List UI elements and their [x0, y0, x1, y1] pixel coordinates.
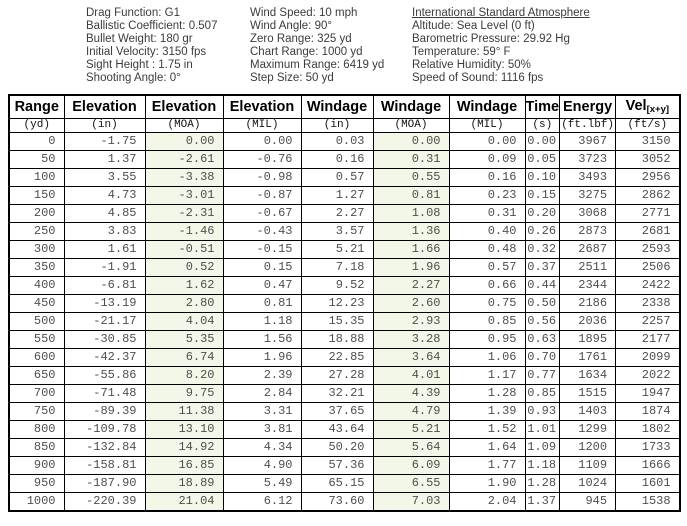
cell-range: 200 [9, 205, 64, 223]
table-row [9, 295, 680, 313]
cell-elevation-in: -132.84 [64, 439, 145, 457]
table-row [9, 187, 680, 205]
table-units-row [9, 119, 680, 133]
table-row [9, 421, 680, 439]
cell-elevation-in: -1.91 [64, 259, 145, 277]
cell-range: 800 [9, 421, 64, 439]
cell-energy: 2687 [560, 241, 616, 259]
cell-elevation-in: -187.90 [64, 475, 145, 493]
cell-elevation-mil: -0.76 [223, 151, 301, 169]
cell-velocity: 1947 [616, 385, 680, 403]
cell-elevation-mil: 1.96 [223, 349, 301, 367]
atmosphere-parameters [412, 7, 590, 85]
cell-elevation-in: -42.37 [64, 349, 145, 367]
table-row [9, 313, 680, 331]
cell-elevation-in: 1.37 [64, 151, 145, 169]
cell-velocity: 1733 [616, 439, 680, 457]
cell-elevation-mil: -0.15 [223, 241, 301, 259]
cell-velocity: 1802 [616, 421, 680, 439]
cell-velocity: 2862 [616, 187, 680, 205]
info-line: Sight Height : 1.75 in [86, 59, 193, 71]
cell-elevation-mil: 2.39 [223, 367, 301, 385]
cell-elevation-mil: 5.49 [223, 475, 301, 493]
cell-windage-moa: 1.36 [373, 223, 449, 241]
cell-windage-in: 9.52 [301, 277, 373, 295]
cell-elevation-moa: 18.89 [145, 475, 223, 493]
cell-elevation-in: -30.85 [64, 331, 145, 349]
cell-elevation-in: -21.17 [64, 313, 145, 331]
cell-elevation-in: -220.39 [64, 493, 145, 512]
cell-energy: 1634 [560, 367, 616, 385]
info-line: Relative Humidity: 50% [412, 59, 531, 71]
column-header-energy: Energy [560, 95, 616, 119]
cell-windage-in: 5.21 [301, 241, 373, 259]
column-header-elevation-moa: Elevation [145, 95, 223, 119]
cell-elevation-moa: -1.46 [145, 223, 223, 241]
cell-windage-in: 50.20 [301, 439, 373, 457]
column-unit-elevation-moa: (MOA) [145, 119, 223, 133]
cell-energy: 2873 [560, 223, 616, 241]
cell-elevation-in: 4.73 [64, 187, 145, 205]
cell-elevation-mil: 3.31 [223, 403, 301, 421]
info-line: Barometric Pressure: 29.92 Hg [412, 33, 570, 45]
wind-parameters [250, 7, 412, 85]
info-line: Initial Velocity: 3150 fps [86, 46, 207, 58]
cell-time: 0.32 [525, 241, 560, 259]
cell-elevation-moa: 0.52 [145, 259, 223, 277]
cell-windage-in: 57.36 [301, 457, 373, 475]
column-unit-elevation-mil: (MIL) [223, 119, 301, 133]
cell-time: 1.18 [525, 457, 560, 475]
cell-elevation-mil: 0.00 [223, 133, 301, 151]
cell-time: 0.00 [525, 133, 560, 151]
cell-range: 550 [9, 331, 64, 349]
column-header-time: Time [525, 95, 560, 119]
cell-elevation-moa: 11.38 [145, 403, 223, 421]
cell-elevation-mil: 4.34 [223, 439, 301, 457]
cell-windage-moa: 6.55 [373, 475, 449, 493]
cell-windage-mil: 0.23 [449, 187, 525, 205]
column-unit-velocity: (ft/s) [616, 119, 680, 133]
column-unit-windage-mil: (MIL) [449, 119, 525, 133]
cell-time: 0.50 [525, 295, 560, 313]
cell-elevation-moa: 9.75 [145, 385, 223, 403]
cell-range: 600 [9, 349, 64, 367]
cell-windage-mil: 0.57 [449, 259, 525, 277]
cell-windage-moa: 0.81 [373, 187, 449, 205]
cell-time: 0.56 [525, 313, 560, 331]
cell-elevation-in: -13.19 [64, 295, 145, 313]
table-row [9, 331, 680, 349]
cell-windage-mil: 1.52 [449, 421, 525, 439]
cell-velocity: 2956 [616, 169, 680, 187]
info-line: Drag Function: G1 [86, 7, 180, 19]
cell-elevation-moa: -3.38 [145, 169, 223, 187]
cell-time: 0.44 [525, 277, 560, 295]
cell-windage-mil: 1.28 [449, 385, 525, 403]
cell-windage-moa: 3.28 [373, 331, 449, 349]
cell-windage-moa: 4.01 [373, 367, 449, 385]
cell-elevation-moa: 8.20 [145, 367, 223, 385]
cell-elevation-mil: -0.98 [223, 169, 301, 187]
cell-time: 1.37 [525, 493, 560, 512]
info-line: Zero Range: 325 yd [250, 33, 352, 45]
cell-elevation-in: -158.81 [64, 457, 145, 475]
cell-energy: 3967 [560, 133, 616, 151]
cell-range: 900 [9, 457, 64, 475]
cell-windage-in: 1.27 [301, 187, 373, 205]
atmosphere-lines [412, 20, 590, 85]
cell-elevation-mil: 1.56 [223, 331, 301, 349]
cell-time: 1.28 [525, 475, 560, 493]
cell-windage-mil: 0.40 [449, 223, 525, 241]
cell-windage-moa: 2.93 [373, 313, 449, 331]
cell-energy: 1515 [560, 385, 616, 403]
cell-range: 500 [9, 313, 64, 331]
cell-range: 700 [9, 385, 64, 403]
info-line: Maximum Range: 6419 yd [250, 59, 385, 71]
cell-windage-in: 32.21 [301, 385, 373, 403]
cell-windage-in: 3.57 [301, 223, 373, 241]
cell-windage-mil: 0.95 [449, 331, 525, 349]
column-unit-elevation-in: (in) [64, 119, 145, 133]
table-row [9, 349, 680, 367]
cell-elevation-mil: 6.12 [223, 493, 301, 512]
cell-elevation-moa: 1.62 [145, 277, 223, 295]
table-row [9, 277, 680, 295]
cell-elevation-in: 3.55 [64, 169, 145, 187]
table-row [9, 151, 680, 169]
cell-elevation-mil: 3.81 [223, 421, 301, 439]
cell-elevation-mil: 4.90 [223, 457, 301, 475]
cell-time: 0.77 [525, 367, 560, 385]
cell-windage-moa: 2.27 [373, 277, 449, 295]
cell-windage-mil: 0.09 [449, 151, 525, 169]
cell-range: 150 [9, 187, 64, 205]
cell-elevation-in: -6.81 [64, 277, 145, 295]
cell-velocity: 1874 [616, 403, 680, 421]
cell-elevation-moa: 16.85 [145, 457, 223, 475]
table-row [9, 493, 680, 512]
cell-windage-mil: 0.85 [449, 313, 525, 331]
table-row [9, 475, 680, 493]
cell-windage-moa: 0.31 [373, 151, 449, 169]
table-row [9, 133, 680, 151]
cell-windage-in: 15.35 [301, 313, 373, 331]
cell-windage-moa: 0.00 [373, 133, 449, 151]
cell-elevation-moa: 13.10 [145, 421, 223, 439]
cell-elevation-mil: -0.67 [223, 205, 301, 223]
info-line: Altitude: Sea Level (0 ft) [412, 20, 535, 32]
cell-energy: 2344 [560, 277, 616, 295]
column-unit-time: (s) [525, 119, 560, 133]
cell-windage-mil: 1.06 [449, 349, 525, 367]
cell-elevation-moa: -0.51 [145, 241, 223, 259]
table-row [9, 403, 680, 421]
atmosphere-title: International Standard Atmosphere [412, 7, 590, 19]
info-line: Ballistic Coefficient: 0.507 [86, 20, 218, 32]
cell-range: 400 [9, 277, 64, 295]
cell-range: 100 [9, 169, 64, 187]
cell-windage-moa: 1.66 [373, 241, 449, 259]
info-line: Chart Range: 1000 yd [250, 46, 363, 58]
info-line: Speed of Sound: 1116 fps [412, 72, 544, 84]
cell-time: 0.20 [525, 205, 560, 223]
cell-elevation-moa: -3.01 [145, 187, 223, 205]
load-parameters [86, 7, 250, 85]
cell-elevation-in: -89.39 [64, 403, 145, 421]
cell-elevation-mil: -0.87 [223, 187, 301, 205]
cell-velocity: 2506 [616, 259, 680, 277]
cell-windage-mil: 0.75 [449, 295, 525, 313]
cell-elevation-mil: 0.81 [223, 295, 301, 313]
table-row [9, 385, 680, 403]
cell-range: 250 [9, 223, 64, 241]
cell-elevation-in: -71.48 [64, 385, 145, 403]
cell-elevation-moa: 0.00 [145, 133, 223, 151]
cell-windage-in: 73.60 [301, 493, 373, 512]
cell-elevation-in: -1.75 [64, 133, 145, 151]
cell-windage-mil: 1.77 [449, 457, 525, 475]
cell-windage-moa: 7.03 [373, 493, 449, 512]
cell-velocity: 2338 [616, 295, 680, 313]
cell-velocity: 1601 [616, 475, 680, 493]
cell-velocity: 3150 [616, 133, 680, 151]
cell-range: 450 [9, 295, 64, 313]
cell-time: 1.09 [525, 439, 560, 457]
cell-energy: 2511 [560, 259, 616, 277]
cell-velocity: 2681 [616, 223, 680, 241]
trajectory-table [8, 94, 681, 512]
column-header-subscript: [x+y] [646, 104, 670, 115]
column-header-windage-in: Windage [301, 95, 373, 119]
cell-elevation-mil: 0.15 [223, 259, 301, 277]
cell-windage-in: 18.88 [301, 331, 373, 349]
table-row [9, 457, 680, 475]
cell-range: 50 [9, 151, 64, 169]
cell-elevation-moa: 14.92 [145, 439, 223, 457]
cell-windage-moa: 5.64 [373, 439, 449, 457]
cell-energy: 1403 [560, 403, 616, 421]
cell-energy: 1200 [560, 439, 616, 457]
cell-energy: 1299 [560, 421, 616, 439]
cell-elevation-in: -55.86 [64, 367, 145, 385]
cell-velocity: 1666 [616, 457, 680, 475]
cell-energy: 2036 [560, 313, 616, 331]
cell-elevation-moa: 21.04 [145, 493, 223, 512]
cell-windage-in: 22.85 [301, 349, 373, 367]
cell-time: 0.93 [525, 403, 560, 421]
cell-velocity: 2593 [616, 241, 680, 259]
cell-velocity: 3052 [616, 151, 680, 169]
cell-elevation-in: 4.85 [64, 205, 145, 223]
cell-windage-mil: 1.90 [449, 475, 525, 493]
cell-energy: 3068 [560, 205, 616, 223]
cell-windage-mil: 0.48 [449, 241, 525, 259]
cell-elevation-mil: 0.47 [223, 277, 301, 295]
cell-elevation-in: 3.83 [64, 223, 145, 241]
cell-energy: 2186 [560, 295, 616, 313]
cell-windage-in: 43.64 [301, 421, 373, 439]
cell-time: 0.37 [525, 259, 560, 277]
cell-windage-mil: 0.31 [449, 205, 525, 223]
cell-time: 0.85 [525, 385, 560, 403]
cell-energy: 1109 [560, 457, 616, 475]
cell-windage-in: 0.03 [301, 133, 373, 151]
cell-elevation-moa: 4.04 [145, 313, 223, 331]
cell-time: 0.15 [525, 187, 560, 205]
cell-range: 1000 [9, 493, 64, 512]
cell-windage-in: 7.18 [301, 259, 373, 277]
info-line: Temperature: 59° F [412, 46, 511, 58]
cell-energy: 945 [560, 493, 616, 512]
cell-energy: 3275 [560, 187, 616, 205]
cell-elevation-mil: 2.84 [223, 385, 301, 403]
cell-windage-moa: 6.09 [373, 457, 449, 475]
cell-time: 0.63 [525, 331, 560, 349]
cell-velocity: 1538 [616, 493, 680, 512]
cell-range: 650 [9, 367, 64, 385]
cell-windage-mil: 0.00 [449, 133, 525, 151]
cell-elevation-in: 1.61 [64, 241, 145, 259]
cell-windage-in: 12.23 [301, 295, 373, 313]
table-row [9, 367, 680, 385]
cell-windage-mil: 2.04 [449, 493, 525, 512]
column-unit-windage-moa: (MOA) [373, 119, 449, 133]
parameters-header [0, 0, 687, 85]
cell-range: 850 [9, 439, 64, 457]
trajectory-table-head [9, 95, 680, 133]
column-unit-energy: (ft.lbf) [561, 119, 614, 131]
cell-windage-in: 27.28 [301, 367, 373, 385]
column-header-range: Range [9, 95, 64, 119]
cell-windage-moa: 0.55 [373, 169, 449, 187]
cell-windage-in: 2.27 [301, 205, 373, 223]
column-header-velocity: Vel$_{[x+y]}$ [616, 95, 680, 119]
cell-windage-moa: 3.64 [373, 349, 449, 367]
cell-velocity: 2099 [616, 349, 680, 367]
cell-elevation-moa: -2.61 [145, 151, 223, 169]
cell-windage-moa: 4.79 [373, 403, 449, 421]
cell-range: 750 [9, 403, 64, 421]
cell-range: 300 [9, 241, 64, 259]
table-row [9, 259, 680, 277]
cell-velocity: 2422 [616, 277, 680, 295]
cell-windage-mil: 1.17 [449, 367, 525, 385]
cell-time: 0.70 [525, 349, 560, 367]
cell-energy: 3493 [560, 169, 616, 187]
cell-energy: 1895 [560, 331, 616, 349]
cell-elevation-mil: -0.43 [223, 223, 301, 241]
table-row [9, 223, 680, 241]
cell-elevation-moa: 2.80 [145, 295, 223, 313]
cell-windage-moa: 1.08 [373, 205, 449, 223]
cell-range: 0 [9, 133, 64, 151]
cell-velocity: 2177 [616, 331, 680, 349]
column-header-elevation-in: Elevation [64, 95, 145, 119]
cell-elevation-mil: 1.18 [223, 313, 301, 331]
cell-time: 0.26 [525, 223, 560, 241]
cell-windage-mil: 1.64 [449, 439, 525, 457]
table-row [9, 241, 680, 259]
cell-time: 0.05 [525, 151, 560, 169]
cell-elevation-moa: 5.35 [145, 331, 223, 349]
table-row [9, 205, 680, 223]
info-line: Step Size: 50 yd [250, 72, 334, 84]
cell-energy: 1761 [560, 349, 616, 367]
column-header-windage-moa: Windage [373, 95, 449, 119]
cell-windage-mil: 0.16 [449, 169, 525, 187]
cell-windage-moa: 4.39 [373, 385, 449, 403]
trajectory-table-body [9, 133, 680, 512]
cell-windage-moa: 5.21 [373, 421, 449, 439]
table-row [9, 169, 680, 187]
cell-windage-moa: 1.96 [373, 259, 449, 277]
cell-windage-mil: 1.39 [449, 403, 525, 421]
table-header-row [9, 95, 680, 119]
column-header-elevation-mil: Elevation [223, 95, 301, 119]
column-unit-range: (yd) [9, 119, 64, 133]
info-line: Bullet Weight: 180 gr [86, 33, 193, 45]
cell-elevation-moa: -2.31 [145, 205, 223, 223]
cell-time: 0.10 [525, 169, 560, 187]
cell-velocity: 2771 [616, 205, 680, 223]
cell-time: 1.01 [525, 421, 560, 439]
info-line: Wind Angle: 90° [250, 20, 332, 32]
table-row [9, 439, 680, 457]
column-unit-windage-in: (in) [301, 119, 373, 133]
cell-range: 350 [9, 259, 64, 277]
info-line: Shooting Angle: 0° [86, 72, 181, 84]
info-line: Wind Speed: 10 mph [250, 7, 358, 19]
cell-windage-in: 65.15 [301, 475, 373, 493]
cell-velocity: 2022 [616, 367, 680, 385]
cell-windage-in: 37.65 [301, 403, 373, 421]
cell-windage-in: 0.16 [301, 151, 373, 169]
cell-energy: 1024 [560, 475, 616, 493]
cell-energy: 3723 [560, 151, 616, 169]
cell-windage-mil: 0.66 [449, 277, 525, 295]
cell-elevation-in: -109.78 [64, 421, 145, 439]
cell-range: 950 [9, 475, 64, 493]
cell-windage-moa: 2.60 [373, 295, 449, 313]
column-header-windage-mil: Windage [449, 95, 525, 119]
cell-velocity: 2257 [616, 313, 680, 331]
cell-windage-in: 0.57 [301, 169, 373, 187]
cell-elevation-moa: 6.74 [145, 349, 223, 367]
